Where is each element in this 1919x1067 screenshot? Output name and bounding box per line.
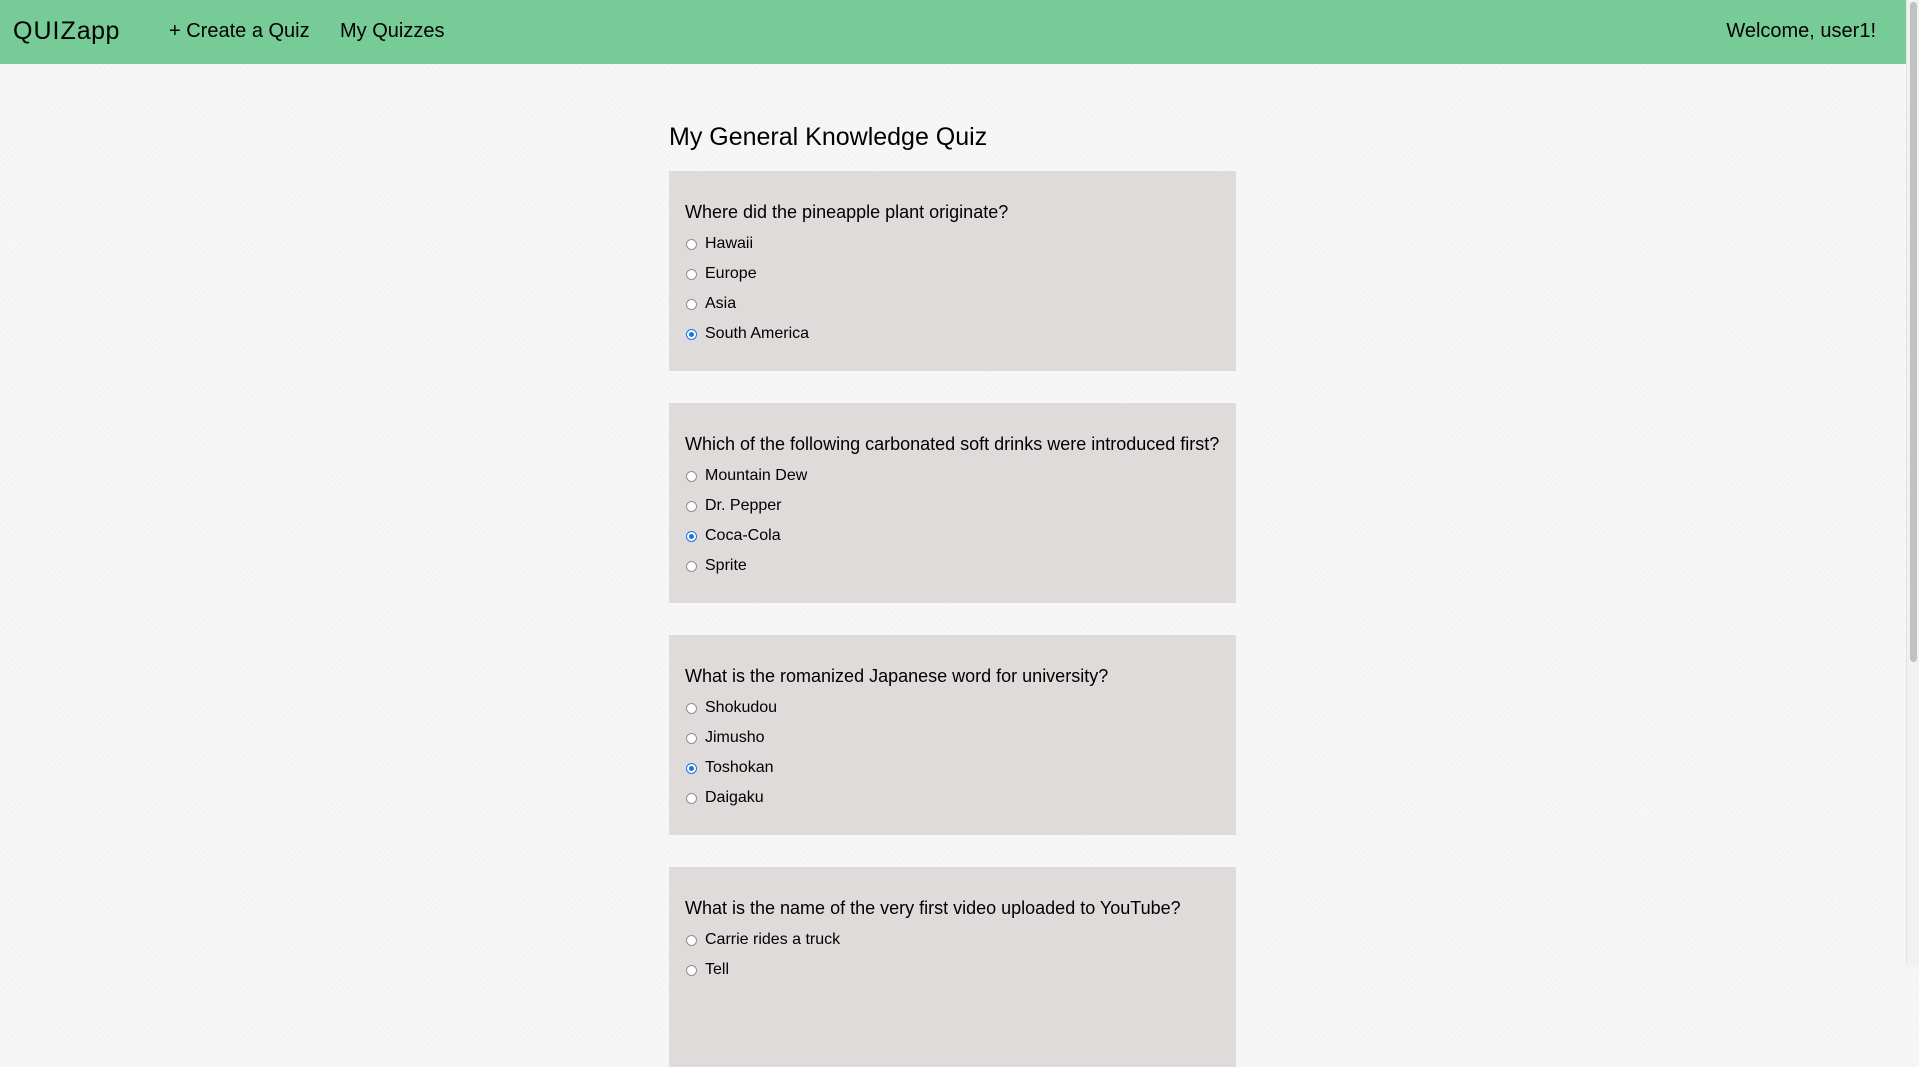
my-quizzes-link[interactable]: My Quizzes: [340, 20, 445, 42]
answer-option-label[interactable]: Shokudou: [705, 699, 778, 716]
answer-option-label[interactable]: Tell: [705, 961, 730, 978]
top-navbar: [0, 0, 1906, 64]
radio-button[interactable]: [686, 239, 697, 250]
answer-option-label[interactable]: Carrie rides a truck: [705, 931, 841, 948]
brand-logo-app: app: [76, 17, 120, 45]
radio-button[interactable]: [686, 299, 697, 310]
radio-button[interactable]: [686, 733, 697, 744]
answer-option[interactable]: [685, 229, 1220, 259]
answer-option[interactable]: [685, 723, 1220, 753]
create-quiz-link[interactable]: + Create a Quiz: [169, 20, 310, 42]
radio-button[interactable]: [686, 965, 697, 976]
answer-option-label[interactable]: Jimusho: [705, 729, 765, 746]
radio-button[interactable]: [686, 935, 697, 946]
answer-option-label[interactable]: Toshokan: [705, 759, 774, 776]
answer-option[interactable]: [685, 753, 1220, 783]
answer-option[interactable]: [685, 319, 1220, 349]
radio-button[interactable]: [686, 269, 697, 280]
brand-logo[interactable]: [13, 16, 120, 46]
answer-option[interactable]: [685, 521, 1220, 551]
question-text: What is the name of the very first video uploaded to YouTube?: [685, 898, 1181, 918]
answer-option[interactable]: [685, 491, 1220, 521]
answer-option-label[interactable]: Hawaii: [705, 235, 754, 252]
question-card: [669, 403, 1236, 603]
answer-option[interactable]: [685, 259, 1220, 289]
scrollbar-thumb[interactable]: [1910, 2, 1917, 662]
answer-option[interactable]: [685, 289, 1220, 319]
answer-option[interactable]: [685, 925, 1220, 955]
answer-option[interactable]: [685, 783, 1220, 813]
answer-option[interactable]: [685, 461, 1220, 491]
question-text: What is the romanized Japanese word for university?: [685, 666, 1109, 686]
radio-button[interactable]: [686, 531, 697, 542]
answer-option-label[interactable]: Mountain Dew: [705, 467, 808, 484]
radio-button[interactable]: [686, 501, 697, 512]
radio-button[interactable]: [686, 329, 697, 340]
answer-option-label[interactable]: Dr. Pepper: [705, 497, 782, 514]
answer-option-label[interactable]: Coca-Cola: [705, 527, 781, 544]
radio-button[interactable]: [686, 561, 697, 572]
radio-button[interactable]: [686, 471, 697, 482]
answer-option-label[interactable]: Sprite: [705, 557, 747, 574]
question-text: Where did the pineapple plant originate?: [685, 202, 1009, 222]
answer-option[interactable]: [685, 693, 1220, 723]
vertical-scrollbar[interactable]: [1906, 0, 1919, 965]
question-text: Which of the following carbonated soft drinks were introduced first?: [685, 434, 1220, 454]
question-card: [669, 171, 1236, 371]
answer-option[interactable]: [685, 955, 1220, 985]
radio-button[interactable]: [686, 793, 697, 804]
answer-option-label[interactable]: Europe: [705, 265, 757, 282]
radio-button[interactable]: [686, 703, 697, 714]
radio-button[interactable]: [686, 763, 697, 774]
quiz-title: My General Knowledge Quiz: [669, 123, 988, 151]
question-card: [669, 635, 1236, 835]
answer-option-label[interactable]: South America: [705, 325, 810, 342]
answer-option-label[interactable]: Daigaku: [705, 789, 764, 806]
welcome-message: Welcome, user1!: [1726, 20, 1876, 42]
answer-option[interactable]: [685, 551, 1220, 581]
brand-logo-quiz: QUIZ: [13, 17, 77, 45]
answer-option-label[interactable]: Asia: [705, 295, 737, 312]
question-card: [669, 867, 1236, 1067]
